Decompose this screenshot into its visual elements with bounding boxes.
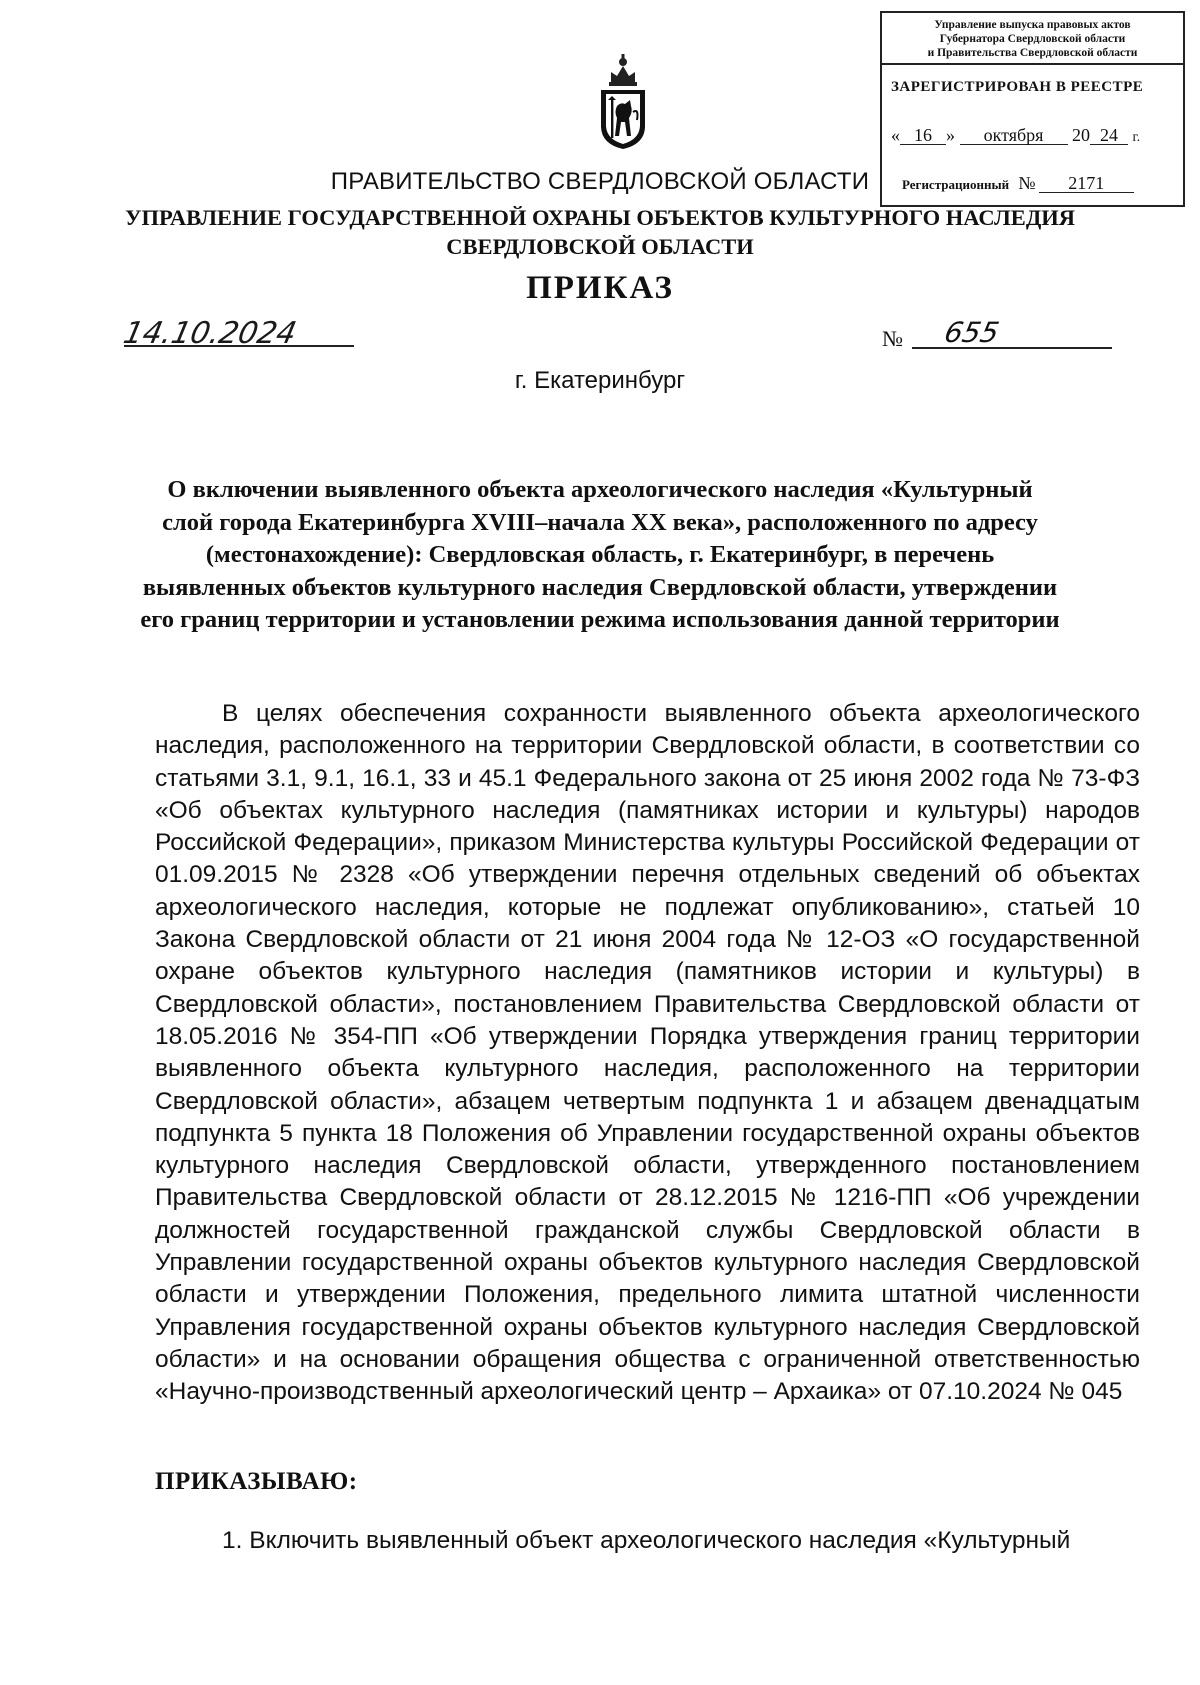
- stamp-open-quote: «: [891, 125, 900, 145]
- department-line: УПРАВЛЕНИЕ ГОСУДАРСТВЕННОЙ ОХРАНЫ ОБЪЕКТОВ КУЛЬТУРНОГО НАСЛЕДИЯ: [124, 205, 1076, 230]
- order-subject: О включении выявленного объекта археологического наследия «Культурный слой города Екатеринбурга XVIII–начала XX века», расположенного по адресу (местонахождение): Свердловская область, г. Екатеринбург, в перечень выявленных объектов культурного наследия Свердловской области, утверждении его границ территории и установлении режима использования данной территории: [140, 476, 1060, 634]
- stamp-year-suffix: 24: [1090, 126, 1128, 145]
- coat-of-arms-icon: [597, 52, 649, 150]
- stamp-close-quote: »: [946, 125, 955, 145]
- document-type-title: ПРИКАЗ: [526, 270, 674, 306]
- stamp-year-prefix: 20: [1072, 125, 1090, 145]
- stamp-reg-label: Регистрационный: [902, 177, 1010, 192]
- number-underline: [912, 347, 1112, 349]
- order-word: ПРИКАЗЫВАЮ:: [155, 1468, 358, 1495]
- department-name: [0, 203, 1200, 261]
- stamp-reg-number: 2171: [1039, 174, 1134, 193]
- number-sign: №: [882, 326, 903, 351]
- stamp-header-line: Губернатора Свердловской области: [939, 33, 1126, 45]
- stamp-date: [891, 125, 1140, 146]
- department-line: СВЕРДЛОВСКОЙ ОБЛАСТИ: [446, 234, 754, 259]
- stamp-year-unit: г.: [1132, 130, 1141, 145]
- stamp-registered-label: ЗАРЕГИСТРИРОВАН В РЕЕСТРЕ: [891, 79, 1144, 95]
- stamp-header-line: Управление выпуска правовых актов: [934, 19, 1131, 31]
- order-item-1: 1. Включить выявленный объект археологического наследия «Культурный: [222, 1527, 1071, 1554]
- city-line: г. Екатеринбург: [514, 367, 686, 394]
- government-name: ПРАВИТЕЛЬСТВО СВЕРДЛОВСКОЙ ОБЛАСТИ: [330, 168, 870, 195]
- handwritten-number: 655: [941, 316, 1002, 349]
- stamp-month: октября: [960, 126, 1068, 145]
- stamp-day: 16: [900, 126, 946, 145]
- stamp-reg-no-sign: №: [1018, 173, 1036, 193]
- stamp-header: [882, 13, 1183, 65]
- stamp-header-line: и Правительства Свердловской области: [927, 47, 1138, 59]
- preamble-paragraph: В целях обеспечения сохранности выявленного объекта археологического наследия, расположенного на территории Свердловской области, в соответствии со статьями 3.1, 9.1, 16.1, 33 и 45.1 Федерального закона от 25 июня 2002 года № 73-ФЗ «Об объектах культурного наследия (памятниках истории и культуры) народов Российской Федерации», приказом Министерства культуры Российской Федерации от 01.09.2015 № 2328 «Об утверждении перечня отдельных сведений об объектах археологического наследия, которые не подлежат опубликованию», статьей 10 Закона Свердловской области от 21 июня 2004 года № 12-ОЗ «О государственной охране объектов культурного наследия (памятников истории и культуры) в Свердловской области», постановлением Правительства Свердловской области от 18.05.2016 № 354-ПП «Об утверждении Порядка утверждения границ территории выявленного объекта культурного наследия, расположенного на территории Свердловской области», абзацем четвертым подпункта 1 и абзацем двенадцатым подпункта 5 пункта 18 Положения об Управлении государственной охраны объектов культурного наследия Свердловской области, утвержденного постановлением Правительства Свердловской области от 28.12.2015 № 1216-ПП «Об учреждении должностей государственной гражданской службы Свердловской области в Управлении государственной охраны объектов культурного наследия Свердловской области и утверждении Положения, предельного лимита штатной численности Управления государственной охраны объектов культурного наследия Свердловской области» и на основании обращения общества с ограниченной ответственностью «Научно-производственный археологический центр – Архаика» от 07.10.2024 № 045: [155, 700, 1140, 1406]
- handwritten-date: 14.10.2024: [120, 316, 300, 351]
- date-underline: [124, 345, 354, 347]
